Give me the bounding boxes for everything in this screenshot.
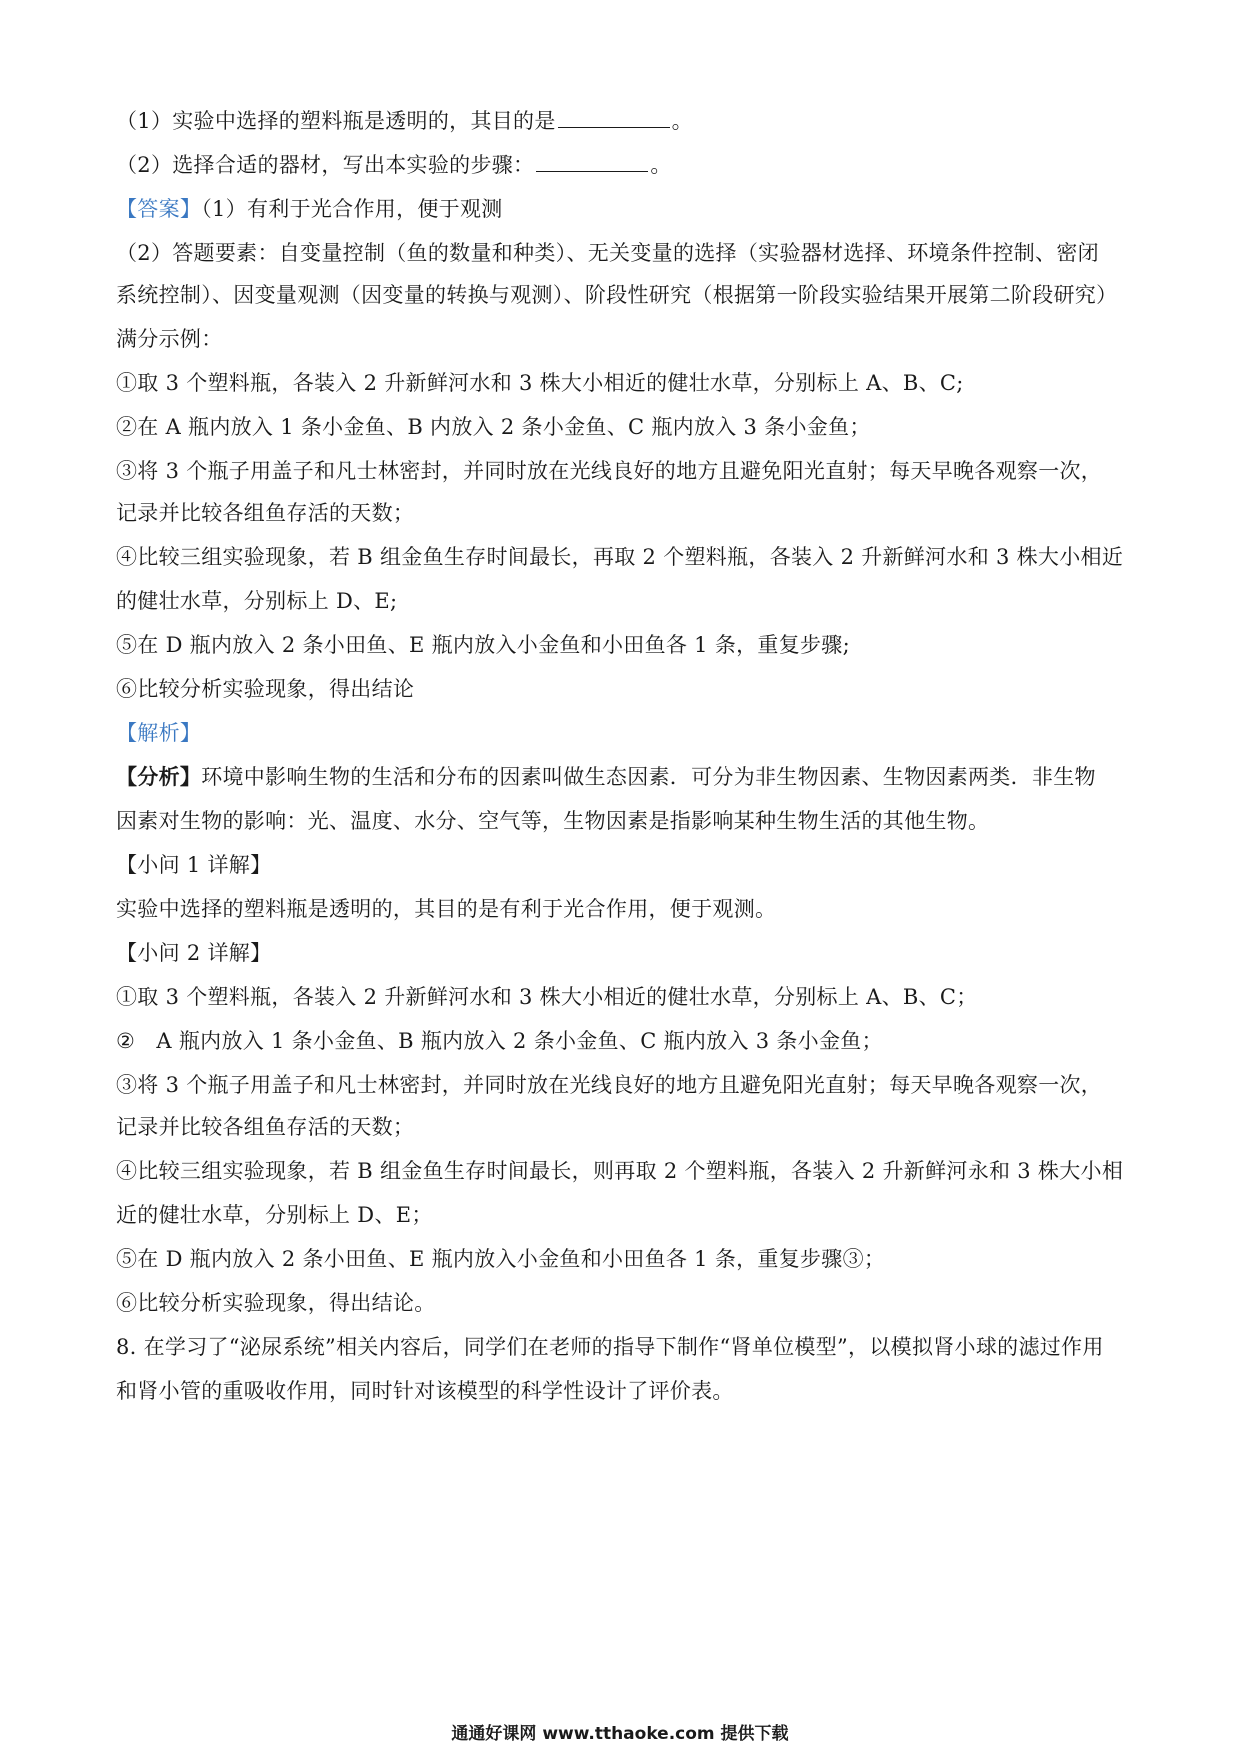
question-suffix: 。 <box>671 109 693 133</box>
question-7-part-1 <box>116 106 1130 136</box>
sub-question-1-label: 【小问 1 详解】 <box>116 853 272 877</box>
sample-step-4-cont: 的健壮水草，分别标上 D、E; <box>116 589 398 613</box>
sample-step-4: ④比较三组实验现象，若 B 组金鱼生存时间最长，再取 2 个塑料瓶，各装入 2 升新鲜河水和 3 株大小相近 <box>116 545 1124 569</box>
question-text: （2）选择合适的器材，写出本实验的步骤： <box>116 153 535 177</box>
sub-question-1-text: 实验中选择的塑料瓶是透明的，其目的是有利于光合作用，便于观测。 <box>116 897 777 921</box>
detail-step-2: ② A 瓶内放入 1 条小金鱼、B 瓶内放入 2 条小金鱼、C 瓶内放入 3 条小金鱼； <box>116 1029 883 1053</box>
detail-step-5: ⑤在 D 瓶内放入 2 条小田鱼、E 瓶内放入小金鱼和小田鱼各 1 条，重复步骤③； <box>116 1247 886 1271</box>
analysis-line-2: 因素对生物的影响：光、温度、水分、空气等，生物因素是指影响某种生物生活的其他生物。 <box>116 809 990 833</box>
page-footer: 通通好课网 www.tthaoke.com 提供下载 <box>451 1724 789 1744</box>
question-8-line-2: 和肾小管的重吸收作用，同时针对该模型的科学性设计了评价表。 <box>116 1379 734 1403</box>
question-text: （1）实验中选择的塑料瓶是透明的，其目的是 <box>116 109 556 133</box>
question-suffix: 。 <box>650 153 672 177</box>
answer-text: （1）有利于光合作用，便于观测 <box>201 197 503 221</box>
answer-line-1 <box>116 194 1130 224</box>
answer-blank <box>558 107 670 128</box>
sample-step-5: ⑤在 D 瓶内放入 2 条小田鱼、E 瓶内放入小金鱼和小田鱼各 1 条，重复步骤; <box>116 633 850 657</box>
sample-step-1: ①取 3 个塑料瓶，各装入 2 升新鲜河水和 3 株大小相近的健壮水草，分别标上 A、B、C; <box>116 371 964 395</box>
sub-question-2-label: 【小问 2 详解】 <box>116 941 272 965</box>
analysis-line-1 <box>116 762 1130 792</box>
analysis-label: 【解析】 <box>116 721 202 745</box>
fenxi-text: 环境中影响生物的生活和分布的因素叫做生态因素．可分为非生物因素、生物因素两类．非生物 <box>201 765 1096 789</box>
detail-step-3-cont: 记录并比较各组鱼存活的天数； <box>116 1115 415 1139</box>
answer-blank <box>536 151 648 172</box>
question-7-part-2 <box>116 150 1130 180</box>
detail-step-4-cont: 近的健壮水草，分别标上 D、E； <box>116 1203 433 1227</box>
detail-step-6: ⑥比较分析实验现象，得出结论。 <box>116 1291 436 1315</box>
detail-step-1: ①取 3 个塑料瓶，各装入 2 升新鲜河水和 3 株大小相近的健壮水草，分别标上 A、B、C； <box>116 985 978 1009</box>
question-8-line-1: 8. 在学习了“泌尿系统”相关内容后，同学们在老师的指导下制作“肾单位模型”，以模拟肾小球的滤过作用 <box>116 1335 1104 1359</box>
sample-step-3: ③将 3 个瓶子用盖子和凡士林密封，并同时放在光线良好的地方且避免阳光直射；每天早晚各观察一次， <box>116 459 1103 483</box>
detail-step-3: ③将 3 个瓶子用盖子和凡士林密封，并同时放在光线良好的地方且避免阳光直射；每天早晚各观察一次， <box>116 1073 1103 1097</box>
answer-line-3: 系统控制）、因变量观测（因变量的转换与观测）、阶段性研究（根据第一阶段实验结果开展第二阶段研究） <box>116 283 1118 307</box>
sample-step-3-cont: 记录并比较各组鱼存活的天数； <box>116 501 415 525</box>
sample-step-2: ②在 A 瓶内放入 1 条小金鱼、B 内放入 2 条小金鱼、C 瓶内放入 3 条小金鱼； <box>116 415 871 439</box>
answer-label: 【答案】 <box>116 197 202 221</box>
sample-title: 满分示例： <box>116 327 223 351</box>
answer-line-2: （2）答题要素：自变量控制（鱼的数量和种类）、无关变量的选择（实验器材选择、环境条件控制、密闭 <box>116 241 1099 265</box>
sample-step-6: ⑥比较分析实验现象，得出结论 <box>116 677 415 701</box>
detail-step-4: ④比较三组实验现象，若 B 组金鱼生存时间最长，则再取 2 个塑料瓶，各装入 2 升新鲜河永和 3 株大小相 <box>116 1159 1124 1183</box>
fenxi-label: 【分析】 <box>116 764 202 789</box>
